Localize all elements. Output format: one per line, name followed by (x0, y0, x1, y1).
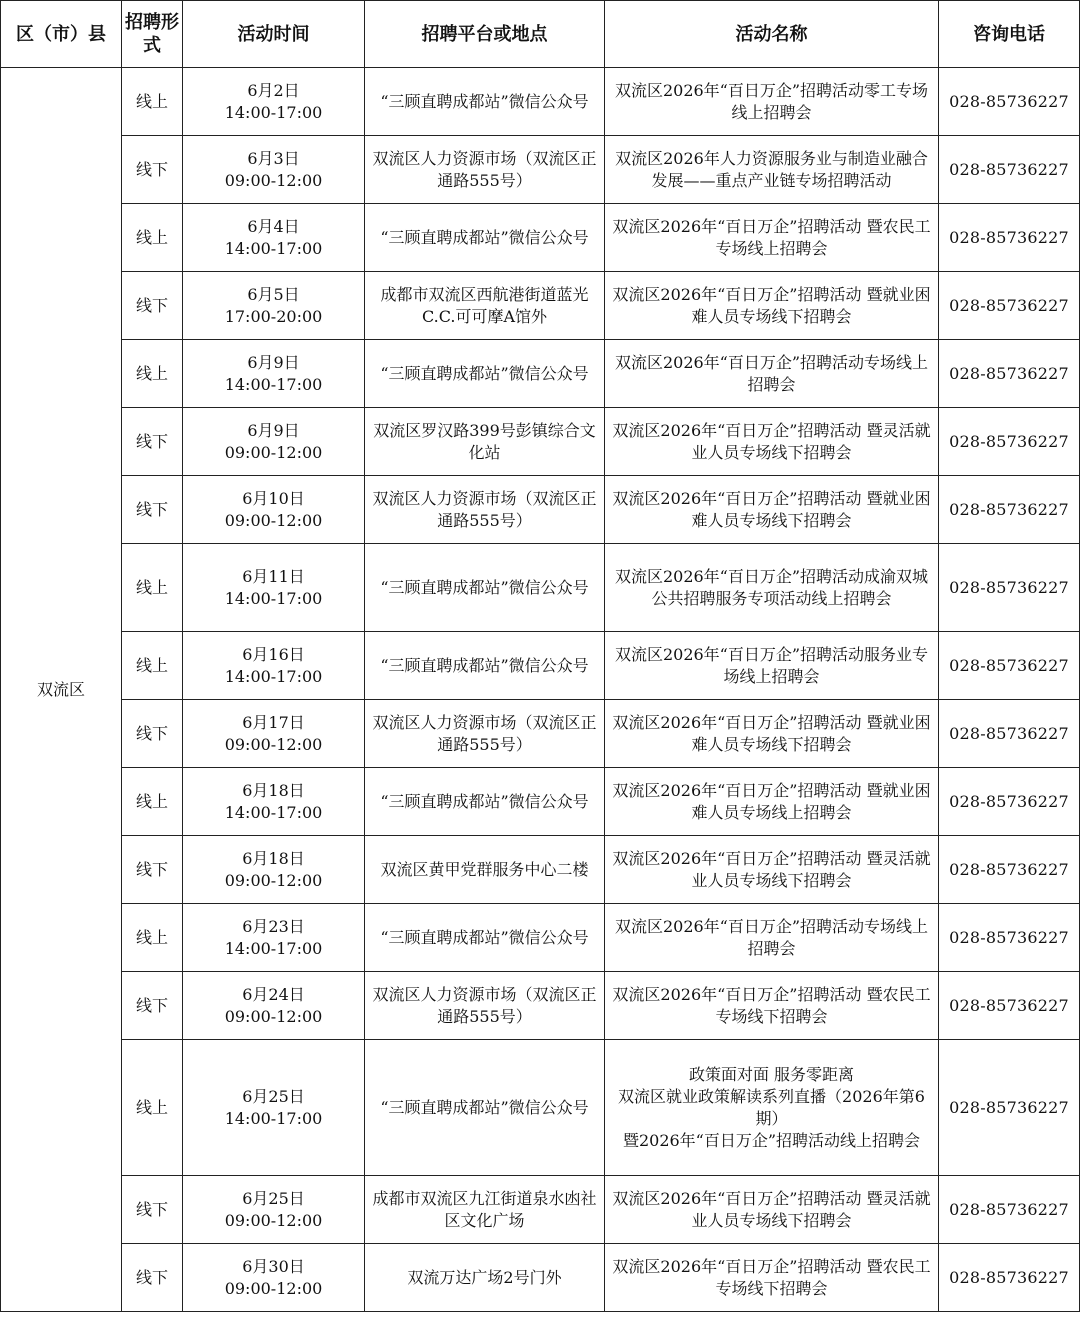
event-name-line: 双流区2026年“百日万企”招聘活动 暨就业困难人员专场线下招聘会 (612, 488, 931, 530)
venue-cell: “三顾直聘成都站”微信公众号 (365, 768, 605, 836)
format-cell: 线上 (122, 68, 183, 136)
table-row (1, 272, 1080, 340)
event-date: 6月24日 (242, 984, 305, 1004)
table-row (1, 204, 1080, 272)
event-name-line: 双流区2026年“百日万企”招聘活动专场线上招聘会 (614, 352, 929, 394)
event-name-line: 暨2026年“百日万企”招聘活动线上招聘会 (622, 1130, 921, 1150)
event-hours: 09:00-12:00 (224, 1210, 323, 1230)
table-row (1, 476, 1080, 544)
table-row (1, 544, 1080, 632)
event-name-line: 政策面对面 服务零距离 (688, 1064, 855, 1084)
time-cell (183, 476, 365, 544)
venue-cell: “三顾直聘成都站”微信公众号 (365, 340, 605, 408)
event-name-cell (605, 1244, 939, 1312)
event-name-line: 双流区2026年“百日万企”招聘活动 暨灵活就业人员专场线下招聘会 (612, 848, 931, 890)
format-cell: 线上 (122, 204, 183, 272)
event-name-line: 双流区2026年“百日万企”招聘活动 暨就业困难人员专场线下招聘会 (612, 712, 931, 754)
venue-cell: 成都市双流区九江街道泉水凼社区文化广场 (365, 1176, 605, 1244)
time-cell (183, 972, 365, 1040)
venue-cell: 双流区黄甲党群服务中心二楼 (365, 836, 605, 904)
format-cell: 线上 (122, 632, 183, 700)
event-name-line: 双流区2026年“百日万企”招聘活动 暨农民工专场线下招聘会 (612, 984, 931, 1026)
event-hours: 14:00-17:00 (224, 938, 323, 958)
table-row (1, 136, 1080, 204)
event-name-cell (605, 904, 939, 972)
event-hours: 17:00-20:00 (224, 306, 323, 326)
event-date: 6月10日 (242, 488, 305, 508)
table-row (1, 768, 1080, 836)
header-phone: 咨询电话 (939, 1, 1080, 68)
header-format: 招聘形式 (122, 1, 183, 68)
event-name-line: 双流区2026年“百日万企”招聘活动 暨农民工专场线上招聘会 (612, 216, 931, 258)
format-cell: 线上 (122, 340, 183, 408)
header-row (1, 1, 1080, 68)
event-hours: 09:00-12:00 (224, 170, 323, 190)
event-date: 6月23日 (242, 916, 305, 936)
phone-cell: 028-85736227 (939, 700, 1080, 768)
format-cell: 线下 (122, 1176, 183, 1244)
header-venue: 招聘平台或地点 (365, 1, 605, 68)
event-name-cell (605, 1176, 939, 1244)
event-date: 6月9日 (247, 420, 300, 440)
format-cell: 线下 (122, 700, 183, 768)
event-name-line: 双流区2026年“百日万企”招聘活动成渝双城公共招聘服务专项活动线上招聘会 (614, 566, 929, 608)
event-date: 6月9日 (247, 352, 300, 372)
event-hours: 14:00-17:00 (224, 802, 323, 822)
venue-cell: 双流区人力资源市场（双流区正通路555号） (365, 476, 605, 544)
table-row (1, 700, 1080, 768)
event-name-line: 双流区2026年“百日万企”招聘活动 暨灵活就业人员专场线下招聘会 (612, 420, 931, 462)
event-name-line: 双流区2026年“百日万企”招聘活动零工专场线上招聘会 (614, 80, 929, 122)
venue-cell: 双流区人力资源市场（双流区正通路555号） (365, 972, 605, 1040)
format-cell: 线下 (122, 272, 183, 340)
event-name-cell (605, 340, 939, 408)
format-cell: 线下 (122, 1244, 183, 1312)
event-date: 6月16日 (242, 644, 305, 664)
format-cell: 线下 (122, 408, 183, 476)
time-cell (183, 204, 365, 272)
event-date: 6月25日 (242, 1086, 305, 1106)
venue-cell: 双流万达广场2号门外 (365, 1244, 605, 1312)
venue-cell: “三顾直聘成都站”微信公众号 (365, 204, 605, 272)
venue-cell: “三顾直聘成都站”微信公众号 (365, 68, 605, 136)
event-name-cell (605, 1040, 939, 1176)
format-cell: 线下 (122, 476, 183, 544)
event-hours: 14:00-17:00 (224, 1108, 323, 1128)
time-cell (183, 1176, 365, 1244)
table-row (1, 836, 1080, 904)
venue-cell: 双流区人力资源市场（双流区正通路555号） (365, 136, 605, 204)
event-date: 6月25日 (242, 1188, 305, 1208)
event-name-cell (605, 544, 939, 632)
phone-cell: 028-85736227 (939, 1176, 1080, 1244)
event-name-line: 双流区2026年“百日万企”招聘活动 暨就业困难人员专场线上招聘会 (612, 780, 931, 822)
event-date: 6月5日 (247, 284, 300, 304)
phone-cell: 028-85736227 (939, 1040, 1080, 1176)
event-name-cell (605, 836, 939, 904)
table-row (1, 68, 1080, 136)
phone-cell: 028-85736227 (939, 272, 1080, 340)
table-row (1, 632, 1080, 700)
event-hours: 09:00-12:00 (224, 1278, 323, 1298)
event-name-line: 双流区2026年“百日万企”招聘活动专场线上招聘会 (614, 916, 929, 958)
table-row (1, 408, 1080, 476)
event-date: 6月18日 (242, 780, 305, 800)
event-name-cell (605, 68, 939, 136)
phone-cell: 028-85736227 (939, 836, 1080, 904)
event-hours: 09:00-12:00 (224, 1006, 323, 1026)
event-name-cell (605, 632, 939, 700)
event-date: 6月30日 (242, 1256, 305, 1276)
event-name-cell (605, 476, 939, 544)
table-body (1, 68, 1080, 1312)
format-cell: 线上 (122, 1040, 183, 1176)
time-cell (183, 904, 365, 972)
event-hours: 14:00-17:00 (224, 102, 323, 122)
phone-cell: 028-85736227 (939, 904, 1080, 972)
venue-cell: “三顾直聘成都站”微信公众号 (365, 1040, 605, 1176)
phone-cell: 028-85736227 (939, 340, 1080, 408)
format-cell: 线上 (122, 904, 183, 972)
event-name-cell (605, 408, 939, 476)
time-cell (183, 544, 365, 632)
venue-cell: 双流区人力资源市场（双流区正通路555号） (365, 700, 605, 768)
event-date: 6月4日 (247, 216, 300, 236)
venue-cell: “三顾直聘成都站”微信公众号 (365, 544, 605, 632)
district-cell: 双流区 (1, 68, 122, 1312)
time-cell (183, 768, 365, 836)
event-name-cell (605, 972, 939, 1040)
event-hours: 14:00-17:00 (224, 666, 323, 686)
event-name-cell (605, 700, 939, 768)
format-cell: 线下 (122, 136, 183, 204)
format-cell: 线下 (122, 836, 183, 904)
table-row (1, 904, 1080, 972)
event-date: 6月18日 (242, 848, 305, 868)
event-name-cell (605, 204, 939, 272)
event-name-line: 双流区2026年“百日万企”招聘活动 暨灵活就业人员专场线下招聘会 (612, 1188, 931, 1230)
phone-cell: 028-85736227 (939, 68, 1080, 136)
event-date: 6月17日 (242, 712, 305, 732)
event-hours: 09:00-12:00 (224, 870, 323, 890)
format-cell: 线下 (122, 972, 183, 1040)
venue-cell: “三顾直聘成都站”微信公众号 (365, 632, 605, 700)
event-date: 6月3日 (247, 148, 300, 168)
event-hours: 14:00-17:00 (224, 588, 323, 608)
time-cell (183, 340, 365, 408)
phone-cell: 028-85736227 (939, 204, 1080, 272)
event-hours: 09:00-12:00 (224, 442, 323, 462)
table-row (1, 1176, 1080, 1244)
time-cell (183, 700, 365, 768)
header-district: 区（市）县 (1, 1, 122, 68)
venue-cell: 成都市双流区西航港街道蓝光C.C.可可摩A馆外 (365, 272, 605, 340)
event-name-cell (605, 768, 939, 836)
time-cell (183, 68, 365, 136)
event-date: 6月11日 (242, 566, 305, 586)
event-name-cell (605, 136, 939, 204)
phone-cell: 028-85736227 (939, 408, 1080, 476)
time-cell (183, 136, 365, 204)
phone-cell: 028-85736227 (939, 1244, 1080, 1312)
event-hours: 09:00-12:00 (224, 510, 323, 530)
phone-cell: 028-85736227 (939, 544, 1080, 632)
format-cell: 线上 (122, 768, 183, 836)
event-hours: 14:00-17:00 (224, 374, 323, 394)
time-cell (183, 632, 365, 700)
event-name-line: 双流区2026年“百日万企”招聘活动服务业专场线上招聘会 (614, 644, 929, 686)
event-name-line: 双流区就业政策解读系列直播（2026年第6期） (618, 1086, 925, 1128)
event-name-cell (605, 272, 939, 340)
event-name-line: 双流区2026年人力资源服务业与制造业融合发展——重点产业链专场招聘活动 (615, 148, 928, 190)
time-cell (183, 272, 365, 340)
phone-cell: 028-85736227 (939, 476, 1080, 544)
event-hours: 09:00-12:00 (224, 734, 323, 754)
phone-cell: 028-85736227 (939, 768, 1080, 836)
table-row (1, 1040, 1080, 1176)
event-name-line: 双流区2026年“百日万企”招聘活动 暨农民工专场线下招聘会 (612, 1256, 931, 1298)
header-event-name: 活动名称 (605, 1, 939, 68)
table-row (1, 1244, 1080, 1312)
venue-cell: “三顾直聘成都站”微信公众号 (365, 904, 605, 972)
table-row (1, 972, 1080, 1040)
phone-cell: 028-85736227 (939, 136, 1080, 204)
time-cell (183, 1040, 365, 1176)
table-row (1, 340, 1080, 408)
time-cell (183, 408, 365, 476)
time-cell (183, 836, 365, 904)
venue-cell: 双流区罗汉路399号彭镇综合文化站 (365, 408, 605, 476)
phone-cell: 028-85736227 (939, 972, 1080, 1040)
event-date: 6月2日 (247, 80, 300, 100)
phone-cell: 028-85736227 (939, 632, 1080, 700)
header-time: 活动时间 (183, 1, 365, 68)
event-name-line: 双流区2026年“百日万企”招聘活动 暨就业困难人员专场线下招聘会 (612, 284, 931, 326)
event-hours: 14:00-17:00 (224, 238, 323, 258)
format-cell: 线上 (122, 544, 183, 632)
time-cell (183, 1244, 365, 1312)
